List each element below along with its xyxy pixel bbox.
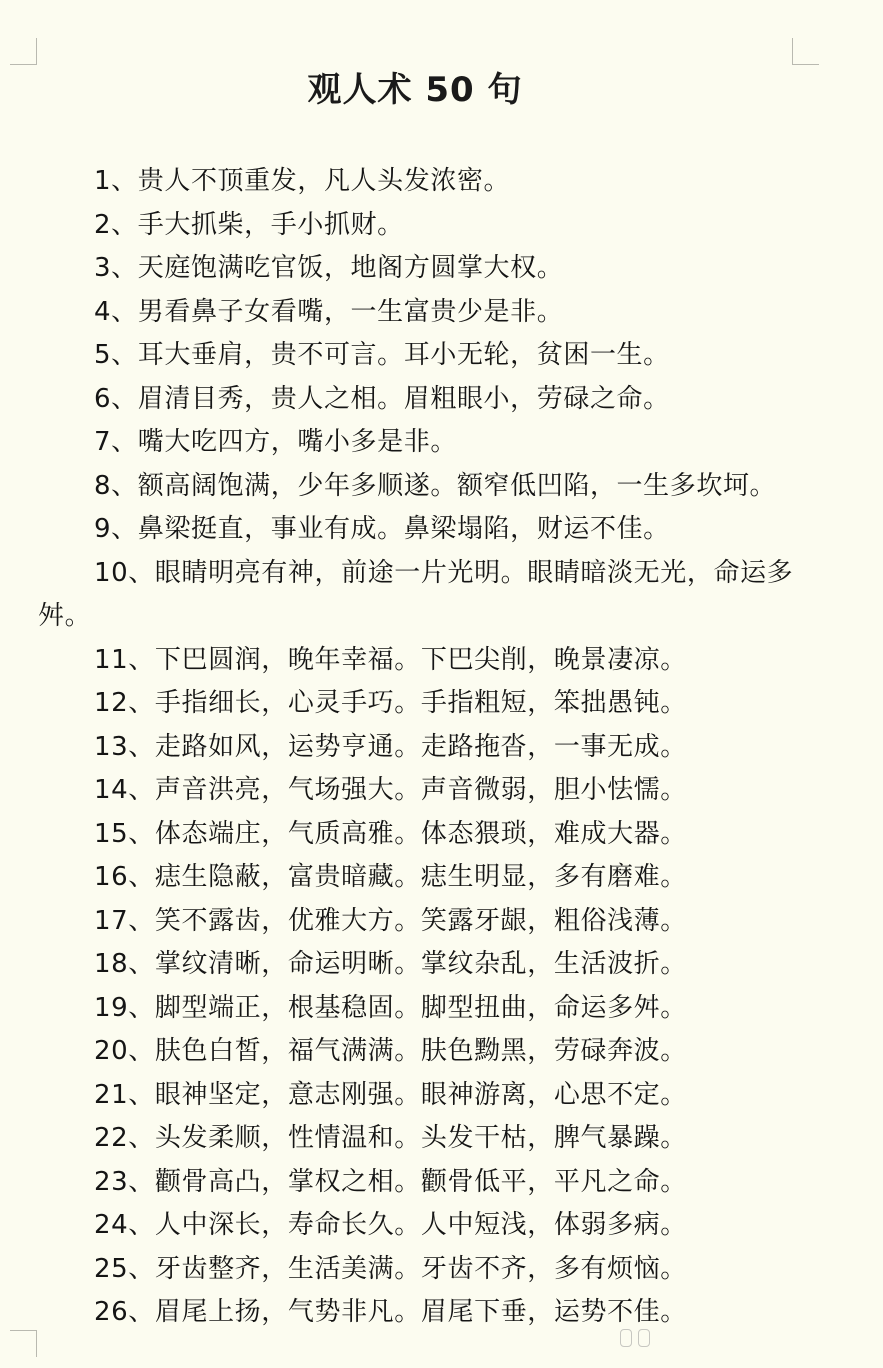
saying-line: 20、肤色白皙，福气满满。肤色黝黑，劳碌奔波。 xyxy=(94,1036,687,1066)
saying-line: 21、眼神坚定，意志刚强。眼神游离，心思不定。 xyxy=(94,1079,687,1110)
saying-line: 19、脚型端正，根基稳固。脚型扭曲，命运多舛。 xyxy=(94,992,687,1023)
watermark xyxy=(620,1326,865,1350)
saying-line: 2、手大抓柴，手小抓财。 xyxy=(94,209,404,240)
saying-line: 22、头发柔顺，性情温和。头发干枯，脾气暴躁。 xyxy=(94,1123,687,1153)
saying-line: 25、牙齿整齐，生活美满。牙齿不齐，多有烦恼。 xyxy=(94,1253,687,1284)
saying-line: 9、鼻梁挺直，事业有成。鼻梁塌陷，财运不佳。 xyxy=(94,514,670,544)
saying-line: 6、眉清目秀，贵人之相。眉粗眼小，劳碌之命。 xyxy=(94,383,670,414)
saying-line: 8、额高阔饱满，少年多顺遂。额窄低凹陷，一生多坎坷。 xyxy=(94,470,777,501)
watermark-logo-icon xyxy=(638,1329,650,1347)
saying-line: 3、天庭饱满吃官饭，地阁方圆掌大权。 xyxy=(94,253,564,283)
saying-list xyxy=(38,160,798,1335)
saying-line: 15、体态端庄，气质高雅。体态猥琐，难成大器。 xyxy=(94,818,687,849)
saying-line: 26、眉尾上扬，气势非凡。眉尾下垂，运势不佳。 xyxy=(94,1297,687,1327)
watermark-logo-icon xyxy=(620,1329,632,1347)
saying-line: 17、笑不露齿，优雅大方。笑露牙龈，粗俗浅薄。 xyxy=(94,905,687,936)
saying-line: 7、嘴大吃四方，嘴小多是非。 xyxy=(94,427,457,457)
document-title: 观人术 50 句 xyxy=(307,70,523,110)
crop-mark-bottom-left xyxy=(10,1330,37,1357)
saying-line: 12、手指细长，心灵手巧。手指粗短，笨拙愚钝。 xyxy=(94,688,687,718)
saying-line: 16、痣生隐蔽，富贵暗藏。痣生明显，多有磨难。 xyxy=(94,862,687,892)
saying-line: 18、掌纹清晰，命运明晰。掌纹杂乱，生活波折。 xyxy=(94,949,687,979)
crop-mark-top-right xyxy=(792,38,819,65)
saying-line: 10、眼睛明亮有神，前途一片光明。眼睛暗淡无光，命运多舛。 xyxy=(38,557,794,631)
saying-line: 11、下巴圆润，晚年幸福。下巴尖削，晚景凄凉。 xyxy=(94,644,687,675)
saying-line: 13、走路如风，运势亨通。走路拖沓，一事无成。 xyxy=(94,731,687,762)
saying-line: 14、声音洪亮，气场强大。声音微弱，胆小怯懦。 xyxy=(94,775,687,805)
crop-mark-top-left xyxy=(10,38,37,65)
saying-line: 23、颧骨高凸，掌权之相。颧骨低平，平凡之命。 xyxy=(94,1166,687,1197)
saying-line: 1、贵人不顶重发，凡人头发浓密。 xyxy=(94,166,511,196)
saying-line: 4、男看鼻子女看嘴，一生富贵少是非。 xyxy=(94,296,564,327)
saying-line: 24、人中深长，寿命长久。人中短浅，体弱多病。 xyxy=(94,1210,687,1240)
saying-line: 5、耳大垂肩，贵不可言。耳小无轮，贫困一生。 xyxy=(94,340,670,370)
